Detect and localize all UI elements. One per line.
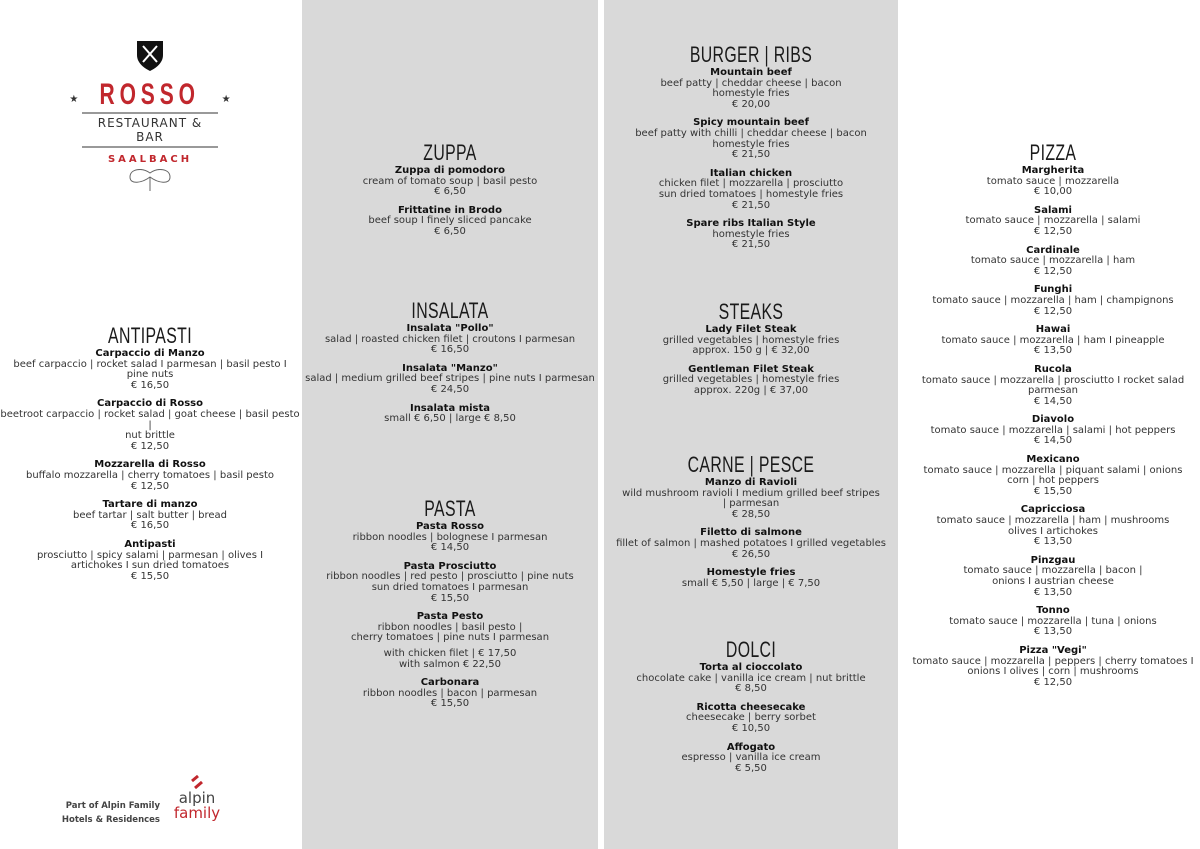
menu-item xyxy=(604,325,898,357)
item-description: € 6,50 xyxy=(434,186,466,198)
item-description: € 5,50 xyxy=(735,762,767,774)
item-name: Capricciosa xyxy=(1020,504,1086,516)
item-description: beef tartar | salt butter | bread xyxy=(73,509,227,521)
section-title: ANTIPASTI xyxy=(108,323,192,348)
item-description: onions I olives | corn | mushrooms xyxy=(967,666,1139,678)
item-description: € 21,50 xyxy=(731,239,771,251)
menu-item xyxy=(900,606,1200,638)
menu-item xyxy=(604,68,898,110)
item-name: Carpaccio di Manzo xyxy=(95,348,205,359)
brand-location: SAALBACH xyxy=(107,154,193,165)
item-name: Homestyle fries xyxy=(706,567,796,579)
item-description: small € 6,50 | large € 8,50 xyxy=(384,413,516,425)
item-name: Torta al cioccolato xyxy=(699,662,803,673)
menu-item xyxy=(604,478,898,520)
item-description: homestyle fries xyxy=(712,138,790,150)
item-description: approx. 150 g | € 32,00 xyxy=(692,345,810,357)
ornament-icon xyxy=(125,169,175,193)
alpin-family-footer xyxy=(60,775,240,835)
item-name: Diavolo xyxy=(1031,414,1075,426)
item-description: beef patty with chilli | cheddar cheese | bacon xyxy=(635,127,867,139)
menu-item xyxy=(900,455,1200,497)
item-description: prosciutto | spicy salami | parmesan | olives I xyxy=(36,549,264,561)
section-title: CARNE | PESCE xyxy=(687,452,815,477)
menu-section xyxy=(302,298,598,433)
star-icon: ★ xyxy=(69,94,79,105)
item-description: cheesecake | berry sorbet xyxy=(686,712,816,724)
item-description: tomato sauce | mozzarella | peppers | cherry tomatoes I xyxy=(912,655,1194,667)
item-description: € 16,50 xyxy=(130,379,170,391)
item-description: salad | medium grilled beef stripes | pine nuts I parmesan xyxy=(305,373,595,385)
item-name: Gentleman Filet Steak xyxy=(688,363,814,375)
item-name: Spicy mountain beef xyxy=(693,117,809,129)
menu-item xyxy=(302,166,598,198)
item-name: Pasta Rosso xyxy=(415,521,485,532)
item-description: salad | roasted chicken filet | croutons I parmesan xyxy=(324,333,576,345)
rosso-logo xyxy=(0,40,300,197)
item-description: tomato sauce | mozzarella | tuna | onions xyxy=(949,615,1157,627)
item-name: Manzo di Ravioli xyxy=(704,477,798,488)
alpin-mark-icon xyxy=(190,775,204,789)
menu-item xyxy=(900,415,1200,447)
item-description: ribbon noodles | basil pesto | xyxy=(377,621,523,633)
item-name: Cardinale xyxy=(1026,244,1080,256)
item-description: approx. 220g | € 37,00 xyxy=(693,384,809,396)
item-description: artichokes I sun dried tomatoes xyxy=(70,560,230,572)
menu-section xyxy=(900,140,1200,696)
item-name: Pasta Prosciutto xyxy=(403,560,497,572)
menu-item xyxy=(900,166,1200,198)
item-description: € 13,50 xyxy=(1033,345,1073,357)
item-description: € 15,50 xyxy=(1033,485,1073,497)
menu-item xyxy=(604,528,898,560)
item-description: € 6,50 xyxy=(434,225,466,237)
item-description: tomato sauce | mozzarella | prosciutto I rocket salad xyxy=(921,374,1185,386)
item-description: € 21,50 xyxy=(731,149,771,161)
item-description: € 28,50 xyxy=(731,508,771,520)
menu-item xyxy=(0,349,300,391)
menu-section xyxy=(302,496,598,718)
item-name: Hawai xyxy=(1035,324,1071,336)
item-name: Spare ribs Italian Style xyxy=(686,218,816,230)
item-name: Margherita xyxy=(1021,165,1085,176)
item-description: grilled vegetables | homestyle fries xyxy=(662,334,840,346)
item-description: € 10,50 xyxy=(731,722,771,734)
item-description: tomato sauce | mozzarella | salami | hot peppers xyxy=(930,424,1176,436)
item-description: beef carpaccio | rocket salad I parmesan | basil pesto I xyxy=(13,358,287,370)
item-description: € 14,50 xyxy=(1033,395,1073,407)
menu-item xyxy=(0,399,300,452)
brand-name: ROSSO xyxy=(99,78,201,111)
item-description: € 12,50 xyxy=(130,440,170,452)
item-description: espresso | vanilla ice cream xyxy=(681,752,821,764)
item-description: ribbon noodles | bacon | parmesan xyxy=(362,687,538,699)
item-description: cream of tomato soup | basil pesto xyxy=(362,175,538,187)
item-name: Ricotta cheesecake xyxy=(696,701,806,713)
item-description: € 26,50 xyxy=(731,548,771,560)
menu-item xyxy=(302,522,598,554)
menu-section xyxy=(604,299,898,405)
menu-section xyxy=(604,452,898,597)
item-name: Mexicano xyxy=(1026,454,1080,466)
item-name: Carbonara xyxy=(420,677,480,689)
item-description: corn | hot peppers xyxy=(1007,475,1099,487)
item-description: € 12,50 xyxy=(1033,305,1073,317)
menu-item xyxy=(900,206,1200,238)
item-description: pine nuts xyxy=(126,369,174,381)
item-description: tomato sauce | mozzarella | bacon | xyxy=(963,565,1143,577)
menu-item xyxy=(900,325,1200,357)
item-description: homestyle fries xyxy=(712,228,790,240)
item-description: tomato sauce | mozzarella | ham | mushrooms xyxy=(936,515,1170,527)
item-description: parmesan xyxy=(1028,385,1078,397)
menu-item xyxy=(0,500,300,532)
item-description: € 13,50 xyxy=(1033,586,1073,598)
item-description: fillet of salmon | mashed potatoes I grilled vegetables xyxy=(616,537,886,549)
menu-item xyxy=(0,460,300,492)
item-name: Tonno xyxy=(1036,605,1070,617)
item-name: Tartare di manzo xyxy=(102,499,198,511)
item-description: ribbon noodles | bolognese I parmesan xyxy=(352,531,548,543)
shield-cutlery-icon xyxy=(136,40,164,72)
item-name: Mozzarella di Rosso xyxy=(94,459,206,471)
item-description: homestyle fries xyxy=(712,88,790,100)
item-description: tomato sauce | mozzarella | piquant salami | onions xyxy=(923,464,1183,476)
item-description: grilled vegetables | homestyle fries xyxy=(662,374,840,386)
menu-item xyxy=(302,324,598,356)
menu-item xyxy=(900,246,1200,278)
menu-item xyxy=(302,404,598,425)
item-description: € 14,50 xyxy=(430,542,470,554)
item-option: with salmon € 22,50 xyxy=(398,658,502,670)
item-description: chocolate cake | vanilla ice cream | nut brittle xyxy=(636,672,866,684)
menu-item xyxy=(604,219,898,251)
item-description: € 8,50 xyxy=(735,683,767,695)
item-name: Filetto di salmone xyxy=(700,527,802,539)
menu-section xyxy=(604,42,898,259)
item-description: € 12,50 xyxy=(1033,225,1073,237)
item-description: € 13,50 xyxy=(1033,626,1073,638)
item-description: € 24,50 xyxy=(430,383,470,395)
item-name: Carpaccio di Rosso xyxy=(97,398,203,410)
item-description: beef soup I finely sliced pancake xyxy=(368,215,532,227)
menu-item xyxy=(604,365,898,397)
item-name: Lady Filet Steak xyxy=(705,324,797,335)
menu-item xyxy=(900,285,1200,317)
section-title: PASTA xyxy=(424,496,476,521)
item-name: Insalata mista xyxy=(409,402,491,414)
footer-line-1: Part of Alpin Family xyxy=(65,801,160,811)
item-description: € 12,50 xyxy=(1033,265,1073,277)
item-description: buffalo mozzarella | cherry tomatoes | basil pesto xyxy=(25,469,275,481)
star-icon: ★ xyxy=(221,94,231,105)
footer-line-2: Hotels & Residences xyxy=(61,815,160,825)
menu-item xyxy=(0,540,300,582)
menu-item xyxy=(604,663,898,695)
item-description: € 10,00 xyxy=(1033,186,1073,198)
item-description: | parmesan xyxy=(722,498,780,510)
item-description: sun dried tomatoes I parmesan xyxy=(371,581,529,593)
section-title: DOLCI xyxy=(725,637,777,662)
item-description: tomato sauce | mozzarella | ham | champignons xyxy=(932,294,1174,306)
menu-section xyxy=(604,637,898,782)
item-name: Pinzgau xyxy=(1030,554,1076,566)
section-title: STEAKS xyxy=(718,299,784,324)
item-name: Salami xyxy=(1034,204,1072,216)
menu-item xyxy=(302,678,598,710)
menu-item xyxy=(604,703,898,735)
item-option: with chicken filet | € 17,50 xyxy=(383,647,517,659)
item-name: Mountain beef xyxy=(710,67,792,78)
item-description: tomato sauce | mozzarella | salami xyxy=(965,215,1141,227)
item-name: Zuppa di pomodoro xyxy=(394,165,506,176)
item-name: Funghi xyxy=(1033,284,1073,296)
item-description: € 15,50 xyxy=(430,592,470,604)
menu-item xyxy=(900,556,1200,598)
item-description: chicken filet | mozzarella | prosciutto xyxy=(658,178,844,190)
item-name: Pizza "Vegi" xyxy=(1019,644,1087,656)
item-description: wild mushroom ravioli I medium grilled beef stripes xyxy=(622,487,880,499)
brand-subtitle: RESTAURANT & BAR xyxy=(82,112,218,148)
item-name: Insalata "Manzo" xyxy=(402,362,498,374)
menu-item xyxy=(604,568,898,589)
menu-item xyxy=(302,562,598,604)
item-description: sun dried tomatoes | homestyle fries xyxy=(658,188,844,200)
section-title: PIZZA xyxy=(1029,140,1077,165)
brand-bottom: family xyxy=(173,804,221,822)
item-name: Antipasti xyxy=(124,538,176,550)
menu-item xyxy=(604,118,898,160)
menu-item xyxy=(302,364,598,396)
item-description: beef patty | cheddar cheese | bacon xyxy=(660,77,842,89)
brand-top: alpin xyxy=(178,789,216,807)
item-description: € 12,50 xyxy=(1033,676,1073,688)
item-description: onions I austrian cheese xyxy=(992,576,1114,587)
item-name: Insalata "Pollo" xyxy=(406,323,494,334)
alpin-family-logo xyxy=(172,775,222,821)
menu-item xyxy=(900,365,1200,407)
item-description: tomato sauce | mozzarella | ham xyxy=(970,255,1136,267)
item-description: € 21,50 xyxy=(731,199,771,211)
section-title: BURGER | RIBS xyxy=(689,42,813,67)
item-description: olives I artichokes xyxy=(1008,525,1098,537)
item-description: € 20,00 xyxy=(731,98,771,110)
section-title: INSALATA xyxy=(411,298,489,323)
menu-item xyxy=(302,612,598,670)
item-description: € 12,50 xyxy=(130,480,170,492)
menu-item xyxy=(604,169,898,211)
menu-section xyxy=(0,323,300,590)
item-description: beetroot carpaccio | rocket salad | goat cheese | basil pesto | xyxy=(0,408,300,431)
item-name: Rucola xyxy=(1034,363,1072,375)
menu-item xyxy=(302,206,598,238)
item-description: tomato sauce | mozzarella xyxy=(986,175,1120,187)
item-description: small € 5,50 | large | € 7,50 xyxy=(681,577,821,589)
item-description: tomato sauce | mozzarella | ham I pineapple xyxy=(941,334,1165,346)
menu-section xyxy=(302,140,598,246)
menu-item xyxy=(604,743,898,775)
item-description: € 15,50 xyxy=(430,698,470,710)
item-name: Pasta Pesto xyxy=(416,611,484,623)
item-name: Affogato xyxy=(726,741,776,753)
item-description: € 13,50 xyxy=(1033,536,1073,548)
item-description: € 16,50 xyxy=(130,520,170,532)
item-description: € 14,50 xyxy=(1033,435,1073,447)
item-description: ribbon noodles | red pesto | prosciutto | pine nuts xyxy=(326,571,574,583)
item-name: Italian chicken xyxy=(709,167,793,179)
item-description: nut brittle xyxy=(125,430,175,442)
menu-item xyxy=(900,646,1200,688)
section-title: ZUPPA xyxy=(423,140,477,165)
item-description: cherry tomatoes | pine nuts I parmesan xyxy=(350,632,550,644)
item-name: Frittatine in Brodo xyxy=(398,204,502,216)
menu-item xyxy=(900,505,1200,547)
item-description: € 15,50 xyxy=(130,570,170,582)
item-description: € 16,50 xyxy=(430,344,470,356)
